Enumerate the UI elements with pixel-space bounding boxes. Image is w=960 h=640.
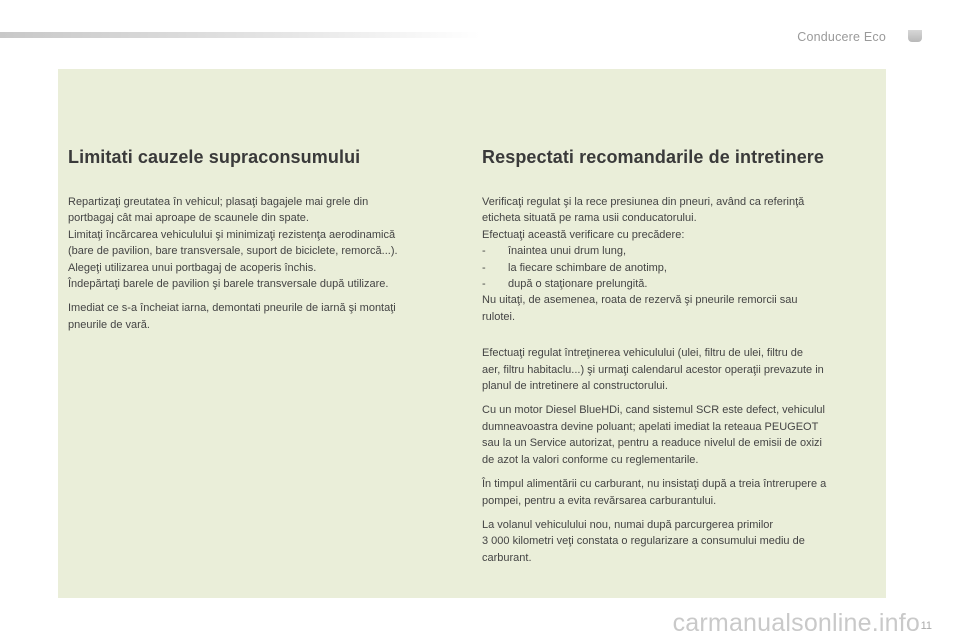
list-item — [482, 276, 877, 292]
paragraph — [482, 402, 877, 468]
corner-tab — [908, 30, 922, 42]
list-item-text: după o staţionare prelungită. — [508, 278, 648, 291]
text-line: Efectuaţi regulat întreţinerea vehiculului (ulei, filtru de ulei, filtru de — [482, 347, 804, 360]
right-body — [482, 194, 877, 574]
text-line: Cu un motor Diesel BlueHDi, cand sistemul SCR este defect, vehiculul — [482, 404, 825, 417]
list-item — [482, 243, 877, 259]
text-line: pneurile de vară. — [68, 318, 150, 331]
text-line: Efectuaţi această verificare cu precădere: — [482, 228, 685, 241]
dash-marker: - — [482, 278, 486, 291]
text-line: Repartizaţi greutatea în vehicul; plasaţi bagajele mai grele din — [68, 196, 369, 208]
dash-marker: - — [482, 261, 486, 274]
right-heading: Respectati recomandarile de intretinere — [482, 147, 825, 167]
page-number: 11 — [920, 620, 932, 632]
text-line: Îndepărtaţi barele de pavilion şi barele transversale după utilizare. — [68, 278, 389, 291]
paragraph — [68, 194, 453, 292]
section-title: Conducere Eco — [797, 30, 886, 44]
text-line: portbagaj cât mai aproape de scaunele din spate. — [68, 212, 309, 225]
list-item — [482, 260, 877, 276]
paragraph — [482, 345, 877, 394]
text-line: eticheta situată pe rama usii conducatorului. — [482, 212, 697, 225]
text-line: rulotei. — [482, 310, 516, 323]
paragraph — [68, 300, 453, 333]
text-line: Imediat ce s-a încheiat iarna, demontati pneurile de iarnă şi montaţi — [68, 302, 396, 315]
paragraph — [482, 194, 877, 325]
text-line: de azot la valori conforme cu reglementarile. — [482, 453, 699, 466]
paragraph — [482, 476, 877, 509]
text-line: În timpul alimentării cu carburant, nu insistaţi după a treia întrerupere a — [482, 478, 827, 491]
text-line: dumneavoastra devine poluant; apelati imediat la reteaua PEUGEOT — [482, 420, 819, 433]
text-line: aer, filtru habitaclu...) şi urmaţi calendarul acestor operaţii prevazute in — [482, 363, 824, 376]
text-line: Limitaţi încărcarea vehiculului şi minimizaţi rezistenţa aerodinamică — [68, 228, 396, 241]
text-line: carburant. — [482, 551, 532, 564]
list-item-text: la fiecare schimbare de anotimp, — [508, 261, 667, 274]
text-line: (bare de pavilion, bare transversale, suport de biciclete, remorcă...). — [68, 245, 398, 258]
header-gradient-bar — [0, 32, 480, 38]
text-line: pompei, pentru a evita revărsarea carburantului. — [482, 494, 717, 507]
text-line: sau la un Service autorizat, pentru a readuce nivelul de emisii de oxizi — [482, 437, 822, 450]
text-line: Alegeţi utilizarea unui portbagaj de acoperis închis. — [68, 261, 317, 274]
text-line: Verificaţi regulat şi la rece presiunea din pneuri, având ca referinţă — [482, 196, 805, 208]
left-heading: Limitati cauzele supraconsumului — [68, 147, 361, 167]
watermark: carmanualsonline.info — [672, 609, 920, 637]
dash-marker: - — [482, 245, 486, 258]
left-body — [68, 194, 453, 341]
text-line: planul de intretinere al constructorului. — [482, 380, 668, 393]
text-line: 3 000 kilometri veţi constata o regularizare a consumului mediu de — [482, 535, 805, 548]
paragraph — [482, 517, 877, 566]
text-line: Nu uitaţi, de asemenea, roata de rezervă şi pneurile remorcii sau — [482, 294, 798, 307]
text-line: La volanul vehiculului nou, numai după parcurgerea primilor — [482, 518, 774, 531]
list-item-text: înaintea unui drum lung, — [508, 245, 627, 258]
content-panel — [58, 69, 886, 598]
